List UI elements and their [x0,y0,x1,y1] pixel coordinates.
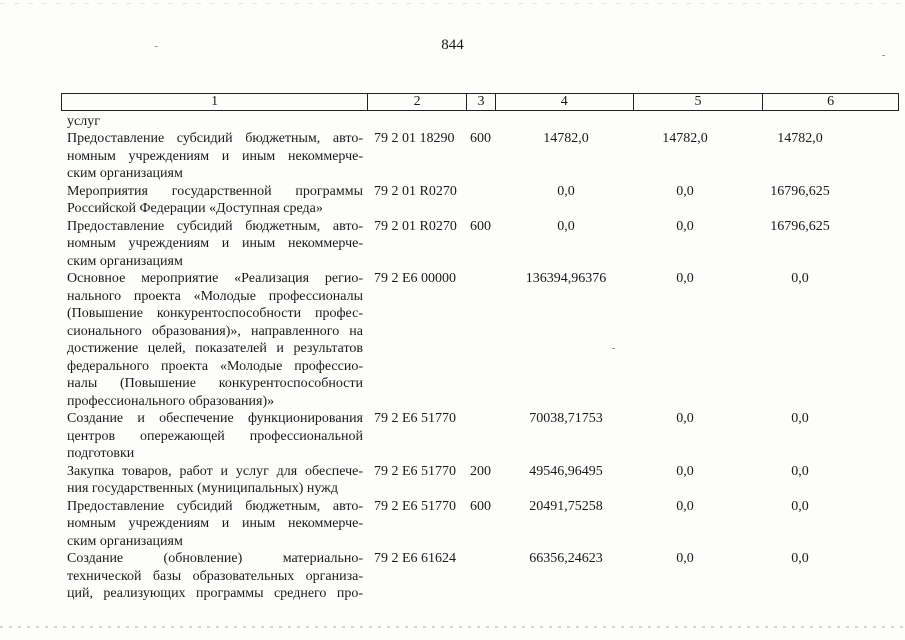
scan-edge-noise-bottom [0,626,905,628]
row-name-line: Закупка товаров, работ и услуг для обеспече- [67,463,363,479]
row-value-col6: 0,0 [791,498,809,514]
row-value-col4: 49546,96495 [529,463,603,479]
row-name-line: Мероприятия государственной программы [67,183,363,199]
row-vr: 200 [470,463,491,479]
row-name [67,463,363,498]
table-header-row [61,93,899,111]
row-value-col5: 14782,0 [662,131,708,146]
row-name [67,130,363,183]
row-name [67,498,363,551]
row-name-line: центров опережающей профессиональной [67,428,363,444]
row-name-line: Предоставление субсидий бюджетным, авто- [67,218,363,234]
row-name-line: налы (Повышение конкурентоспособности [67,376,363,391]
row-value-col4: 136394,96376 [525,271,607,286]
row-name-line: подготовки [67,446,135,461]
row-name [67,270,363,410]
header-col-3: 3 [467,94,496,110]
row-value-col6: 0,0 [791,271,809,286]
row-name-line: нального проекта «Молодые профессионалы [67,288,363,304]
header-col-4: 4 [496,94,634,110]
row-name-line: Создание и обеспечение функционирования [67,411,363,426]
row-value-col6: 14782,0 [777,131,823,146]
row-value-col4: 0,0 [557,183,575,199]
row-name-line: ским организациям [67,166,183,181]
row-name-line: Предоставление субсидий бюджетным, авто- [67,498,363,514]
row-name [67,410,363,463]
row-value-col4: 66356,24623 [529,551,603,566]
scan-speck [612,348,615,349]
scan-speck [155,46,158,47]
header-col-1: 1 [62,94,368,110]
row-name-line: Российской Федерации «Доступная среда» [67,201,323,216]
row-name-line: ским организациям [67,253,183,269]
row-code: 79 2 Е6 51770 [374,463,457,479]
row-name-line: Основное мероприятие «Реализация регио- [67,271,363,286]
page-number: 844 [441,37,464,53]
scan-speck [882,55,885,56]
row-code: 79 2 Е6 00000 [374,271,457,286]
row-value-col4: 20491,75258 [529,498,603,514]
row-value-col5: 0,0 [676,218,694,234]
row-code: 79 2 Е6 61624 [374,551,457,566]
row-name [67,550,363,603]
row-vr: 600 [470,131,491,146]
row-name-line: технической базы образовательных организа- [67,568,363,584]
row-name-line: федерального проекта «Молодые профессио- [67,358,363,374]
row-value-col6: 16796,625 [770,183,830,199]
row-code: 79 2 01 R0270 [374,183,457,199]
continuation-text: услуг [67,114,100,129]
row-vr: 600 [470,498,491,514]
row-value-col6: 16796,625 [770,218,830,234]
row-name-line: номным учреждениям и иным некоммерче- [67,236,363,251]
row-vr: 600 [470,218,491,234]
row-name-line: номным учреждениям и иным некоммерче- [67,148,363,164]
row-name-line: номным учреждениям и иным некоммерче- [67,516,363,531]
row-value-col5: 0,0 [676,411,694,426]
row-name-line: ций, реализующих программы среднего про- [67,586,363,601]
row-code: 79 2 01 18290 [374,131,455,146]
header-col-6: 6 [827,94,835,109]
row-name-line: профессионального образования)» [67,393,275,409]
scan-edge-noise-top [0,3,905,4]
row-value-col5: 0,0 [676,463,694,479]
row-value-col5: 0,0 [676,498,694,514]
header-col-5: 5 [634,94,764,110]
row-name-line: (Повышение конкурентоспособности профес- [67,306,363,321]
row-name-line: ским организациям [67,533,183,549]
row-value-col4: 0,0 [557,218,575,234]
row-value-col5: 0,0 [676,271,694,286]
row-value-col5: 0,0 [676,183,694,199]
row-name-line: Создание (обновление) материально- [67,551,363,566]
row-value-col5: 0,0 [676,551,694,566]
row-value-col6: 0,0 [791,463,809,479]
row-value-col4: 14782,0 [543,131,589,146]
row-name [67,183,363,218]
row-name [67,218,363,271]
row-name-line: ния государственных (муниципальных) нужд [67,481,338,496]
row-code: 79 2 01 R0270 [374,218,457,234]
row-code: 79 2 Е6 51770 [374,411,457,426]
row-code: 79 2 Е6 51770 [374,498,457,514]
row-name-line: Предоставление субсидий бюджетным, авто- [67,131,363,146]
row-value-col4: 70038,71753 [529,411,603,426]
header-col-2: 2 [368,94,467,110]
row-name-line: достижение целей, показателей и результатов [67,341,363,356]
row-value-col6: 0,0 [791,551,809,566]
row-name-line: сионального образования)», направленного на [67,323,363,339]
row-value-col6: 0,0 [791,411,809,426]
